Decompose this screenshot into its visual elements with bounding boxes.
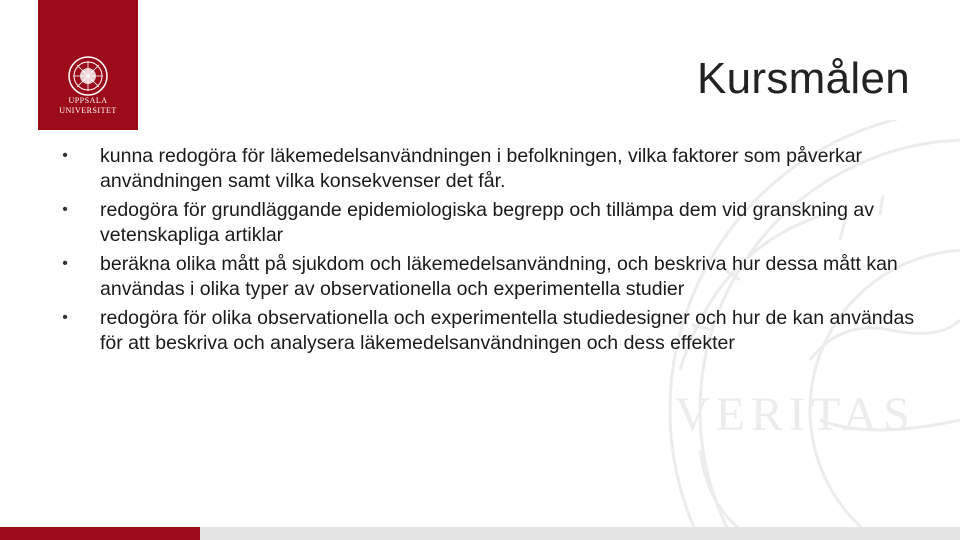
footer-bar: [0, 527, 960, 540]
university-logo: [38, 0, 138, 130]
bullet-icon: •: [62, 255, 68, 272]
bullet-item: [58, 252, 918, 301]
slide-title: Kursmålen: [696, 54, 910, 103]
bullet-icon: •: [62, 309, 68, 326]
bullet-text: redogöra för grundläggande epidemiologiska begrepp och tillämpa dem vid granskning av vetenskapliga artiklar: [100, 199, 874, 246]
watermark-text: VERITAS: [675, 388, 916, 441]
logo-text-uppsala: UPPSALA: [68, 96, 108, 105]
bullet-list: [58, 144, 918, 360]
logo-text-universitet: UNIVERSITET: [59, 106, 117, 115]
footer-accent: [0, 527, 200, 540]
bullet-item: [58, 198, 918, 247]
bullet-item: [58, 144, 918, 193]
bullet-text: redogöra för olika observationella och experimentella studiedesigner och hur de kan användas för att beskriva och analysera läkemedelsanvändningen och dess effekter: [100, 307, 915, 354]
bullet-icon: •: [62, 201, 68, 218]
bullet-item: [58, 306, 918, 355]
seal-icon: [67, 55, 109, 97]
bullet-icon: •: [62, 147, 68, 164]
bullet-text: beräkna olika mått på sjukdom och läkemedelsanvändning, och beskriva hur dessa mått kan användas i olika typer av observationella och experimentella studier: [100, 253, 898, 300]
bullet-text: kunna redogöra för läkemedelsanvändningen i befolkningen, vilka faktorer som påverkar användningen samt vilka konsekvenser det får.: [100, 145, 863, 192]
